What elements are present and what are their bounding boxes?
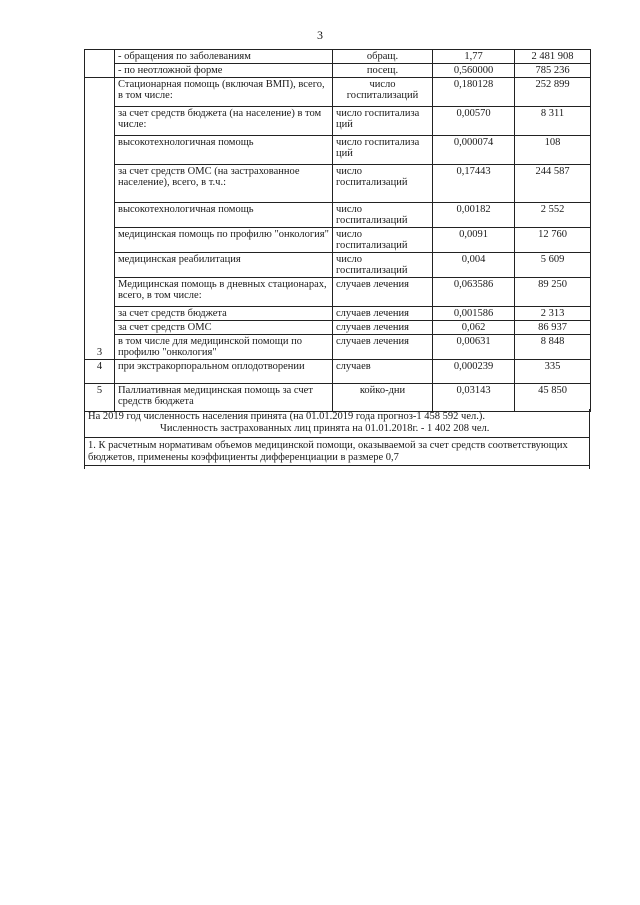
count-cell: 86 937 — [515, 321, 591, 335]
count-cell: 252 899 — [515, 78, 591, 107]
count-cell: 2 481 908 — [515, 50, 591, 64]
norm-value-cell: 0,03143 — [433, 384, 515, 412]
description-cell: высокотехнологичная помощь — [115, 136, 333, 165]
row-number-cell — [85, 384, 115, 412]
norm-value-cell: 0,004 — [433, 253, 515, 278]
description-cell: Паллиативная медицинская помощь за счет средств бюджета — [115, 384, 333, 412]
population-note-line2: Численность застрахованных лиц принята на 01.01.2018г. - 1 402 208 чел. — [160, 423, 490, 434]
row-number: 3 — [96, 347, 103, 358]
description-cell: - обращения по заболеваниям — [115, 50, 333, 64]
description-cell: за счет средств ОМС — [115, 321, 333, 335]
unit-cell: случаев лечения — [333, 278, 433, 307]
row-number: 5 — [96, 385, 103, 396]
table-row — [85, 307, 591, 321]
count-cell: 89 250 — [515, 278, 591, 307]
unit-cell: число госпитализаций — [333, 203, 433, 228]
population-note — [84, 411, 590, 435]
norm-value-cell: 0,000074 — [433, 136, 515, 165]
norm-value-cell: 0,180128 — [433, 78, 515, 107]
table-row — [85, 50, 591, 64]
description-cell: медицинская реабилитация — [115, 253, 333, 278]
norm-value-cell: 0,00182 — [433, 203, 515, 228]
table-body — [85, 50, 591, 412]
page-number: 3 — [317, 28, 323, 42]
count-cell: 244 587 — [515, 165, 591, 203]
coefficient-footnote: 1. К расчетным нормативам объемов медицинской помощи, оказываемой за счет средств соответствующих бюджетов, применены коэффициенты дифференциации в размере 0,7 — [84, 440, 590, 466]
unit-cell: число госпитализаций — [333, 228, 433, 253]
description-cell: в том числе для медицинской помощи по профилю "онкология" — [115, 335, 333, 360]
table-row — [85, 64, 591, 78]
table-row — [85, 107, 591, 136]
table-row — [85, 335, 591, 360]
row-number: 4 — [96, 361, 103, 372]
description-cell: медицинская помощь по профилю "онкология" — [115, 228, 333, 253]
count-cell: 2 313 — [515, 307, 591, 321]
description-cell: за счет средств ОМС (на застрахованное население), всего, в т.ч.: — [115, 165, 333, 203]
table-row — [85, 228, 591, 253]
norm-value-cell: 0,0091 — [433, 228, 515, 253]
description-cell: за счет средств бюджета (на население) в том числе: — [115, 107, 333, 136]
count-cell: 8 311 — [515, 107, 591, 136]
count-cell: 12 760 — [515, 228, 591, 253]
norm-value-cell: 1,77 — [433, 50, 515, 64]
norm-value-cell: 0,00570 — [433, 107, 515, 136]
table-row — [85, 78, 591, 107]
norm-value-cell: 0,001586 — [433, 307, 515, 321]
description-cell: - по неотложной форме — [115, 64, 333, 78]
unit-cell: случаев лечения — [333, 307, 433, 321]
row-number-cell — [85, 360, 115, 384]
unit-cell: обращ. — [333, 50, 433, 64]
description-cell: Стационарная помощь (включая ВМП), всего, в том числе: — [115, 78, 333, 107]
count-cell: 785 236 — [515, 64, 591, 78]
table-row — [85, 253, 591, 278]
table-row — [85, 384, 591, 412]
unit-cell: случаев лечения — [333, 335, 433, 360]
unit-cell: случаев лечения — [333, 321, 433, 335]
description-cell: высокотехнологичная помощь — [115, 203, 333, 228]
count-cell: 2 552 — [515, 203, 591, 228]
count-cell: 45 850 — [515, 384, 591, 412]
table-row — [85, 165, 591, 203]
table-row — [85, 136, 591, 165]
row-number-cell — [85, 78, 115, 360]
description-cell: Медицинская помощь в дневных стационарах, всего, в том числе: — [115, 278, 333, 307]
unit-cell: случаев — [333, 360, 433, 384]
population-note-line1: На 2019 год численность населения принята (на 01.01.2019 года прогноз-1 458 592 чел.). — [88, 411, 485, 422]
norm-value-cell: 0,17443 — [433, 165, 515, 203]
count-cell: 8 848 — [515, 335, 591, 360]
norm-value-cell: 0,062 — [433, 321, 515, 335]
count-cell: 335 — [515, 360, 591, 384]
norm-value-cell: 0,00631 — [433, 335, 515, 360]
norm-value-cell: 0,000239 — [433, 360, 515, 384]
unit-cell: число госпитализа ций — [333, 136, 433, 165]
table-row — [85, 203, 591, 228]
count-cell: 108 — [515, 136, 591, 165]
count-cell: 5 609 — [515, 253, 591, 278]
table-row — [85, 360, 591, 384]
description-cell: при экстракорпоральном оплодотворении — [115, 360, 333, 384]
row-number-cell — [85, 50, 115, 78]
medical-care-volume-table — [84, 49, 591, 412]
unit-cell: число госпитализаций — [333, 78, 433, 107]
unit-cell: число госпитализа ций — [333, 107, 433, 136]
notes-divider — [84, 437, 590, 438]
unit-cell: число госпитализаций — [333, 253, 433, 278]
table-row — [85, 278, 591, 307]
norm-value-cell: 0,560000 — [433, 64, 515, 78]
unit-cell: число госпитализаций — [333, 165, 433, 203]
unit-cell: койко-дни — [333, 384, 433, 412]
norm-value-cell: 0,063586 — [433, 278, 515, 307]
unit-cell: посещ. — [333, 64, 433, 78]
table-row — [85, 321, 591, 335]
description-cell: за счет средств бюджета — [115, 307, 333, 321]
